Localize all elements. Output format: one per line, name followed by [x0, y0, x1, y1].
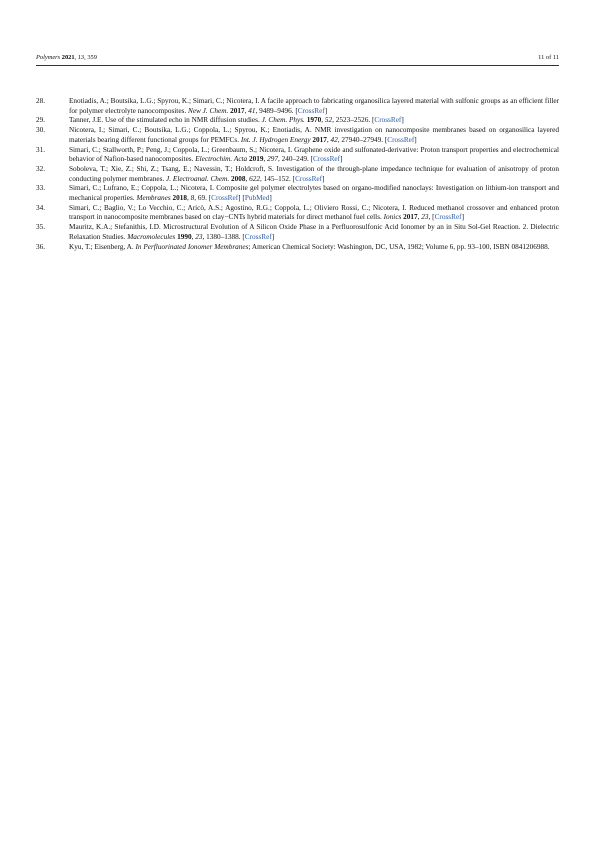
reference-journal: J. Chem. Phys. [261, 116, 305, 125]
reference-item: 34. Simari, C.; Baglio, V.; Lo Vecchio, C.; Aricò, A.S.; Agostino, R.G.; Coppola, L.; Oliviero Rossi, C.; Nicotera, I. Reduced methanol crossover and enhanced proton transport in nanocomposite membranes based on clay−CNTs hybrid materials for direct methanol fuel cells. Ionics 2017, 23, [CrossRef] [36, 203, 560, 222]
reference-number: 28. [36, 97, 46, 105]
reference-volume: 42 [330, 135, 338, 144]
reference-authors: Simari, C.; Baglio, V.; Lo Vecchio, C.; Aricò, A.S.; Agostino, R.G.; Coppola, L.; Oliviero Rossi, C.; Nicotera, I. [69, 203, 407, 212]
reference-link-crossref[interactable]: CrossRef [387, 135, 415, 144]
reference-list [36, 97, 559, 252]
reference-pages: 2523–2526. [335, 116, 371, 125]
reference-item: 31. Simari, C.; Stallworth, P.; Peng, J.; Coppola, L.; Greenbaum, S.; Nicotera, I. Graphene oxide and sulfonated-derivative: Proton transport properties and electrochemical behavior of Nafion-based nanocomposites. Electrochim. Acta 2019, 297, 240–249. [CrossRef] [36, 145, 559, 164]
reference-title: Use of the stimulated echo in NMR diffusion studies. [105, 116, 260, 125]
header-rule [36, 65, 559, 66]
reference-title: Reduced methanol crossover and enhanced proton transport in nanocomposite membranes based on clay−CNTs hybrid materials for direct methanol fuel cells. [69, 203, 560, 222]
reference-volume: 8 [190, 194, 195, 203]
reference-year: 1990 [177, 232, 192, 241]
reference-authors: Simari, C.; Stallworth, P.; Peng, J.; Coppola, L.; Greenbaum, S.; Nicotera, I. [69, 145, 293, 154]
reference-link-crossref[interactable]: CrossRef [374, 116, 402, 125]
reference-year: 2017 [312, 135, 327, 144]
reference-pages: 69. [197, 194, 207, 203]
reference-item: 29. Tanner, J.E. Use of the stimulated echo in NMR diffusion studies. J. Chem. Phys. 1970, 52, 2523–2526. [CrossRef] [36, 116, 404, 125]
reference-year: 2018 [172, 194, 187, 203]
reference-pages: 9489–9496. [259, 106, 294, 115]
reference-pages: 240–249. [281, 155, 309, 164]
reference-authors: Nicotera, I.; Simari, C.; Boutsika, L.G.; Coppola, L.; Spyrou, K.; Enotiadis, A. [69, 126, 312, 135]
reference-volume: 297 [267, 155, 278, 164]
reference-item: 32. Soboleva, T.; Xie, Z.; Shi, Z.; Tsang, E.; Navessin, T.; Holdcroft, S. Investigation of the through-plane impedance technique for evaluation of anisotropy of proton conducting polymer membranes. J. Electroanal. Chem. 2008, 622, 145–152. [CrossRef] [36, 164, 560, 183]
reference-journal: Ionics [383, 213, 402, 222]
reference-authors: Kyu, T.; Eisenberg, A. [69, 242, 134, 251]
reference-number: 32. [36, 164, 46, 173]
reference-link-crossref[interactable]: CrossRef [434, 213, 462, 222]
reference-journal: Int. J. Hydrogen Energy [240, 135, 311, 144]
reference-number: 35. [36, 223, 46, 232]
reference-item: 33. Simari, C.; Lufrano, E.; Coppola, L.; Nicotera, I. Composite gel polymer electrolytes based on organo-modified nanoclays: Investigation on lithium-ion transport and mechanical properties. Membranes 2018, 8, 69. [CrossRef] [PubMed] [36, 184, 560, 203]
reference-title: Microstructural Evolution of A Silicon Oxide Phase in a Perfluorosulfonic Acid Ionomer by an in Situ Sol-Gel Reaction. 2. Dielectric Relaxation Studies. [69, 223, 560, 241]
running-head: Polymers 2021, 13, 359 [36, 54, 97, 61]
reference-pages: 145–152. [263, 174, 291, 183]
reference-volume: 23 [195, 232, 203, 241]
reference-item [36, 243, 559, 253]
reference-authors: Simari, C.; Lufrano, E.; Coppola, L.; Nicotera, I. [69, 184, 214, 193]
reference-title: Composite gel polymer electrolytes based on organo-modified nanoclays: Investigation on lithium-ion transport and mechanical properties. [69, 184, 560, 203]
reference-volume: 23 [421, 213, 429, 222]
reference-volume: 622 [249, 174, 261, 183]
reference-publisher: ; American Chemical Society: Washington, DC, USA, 1982; Volume 6, pp. 93–100, ISBN 0841206988. [248, 242, 550, 251]
reference-year: 1970 [306, 116, 322, 125]
reference-pages: 1380–1388. [206, 232, 241, 241]
reference-year: 2008 [231, 174, 246, 183]
reference-link-crossref[interactable]: CrossRef [313, 155, 341, 164]
reference-title: A facile approach to fabricating organosilica layered material with sulfonic groups as an efficient filler for polymer electrolyte nanocomposites. [69, 97, 559, 115]
article-number: 359 [87, 54, 97, 61]
reference-item: 30. Nicotera, I.; Simari, C.; Boutsika, L.G.; Coppola, L.; Spyrou, K.; Enotiadis, A. NMR investigation on nanocomposite membranes based on organosilica layered materials bearing different functional groups for PEMFCs. Int. J. Hydrogen Energy 2017, 42, 27940–27949. [CrossRef] [36, 126, 559, 144]
reference-journal: In Perfluorinated Ionomer Membranes [135, 242, 249, 251]
reference-authors: Mauritz, K.A.; Stefanithis, I.D. [69, 223, 161, 232]
reference-number: 33. [36, 184, 46, 193]
reference-number: 34. [36, 203, 46, 212]
reference-title: NMR investigation on nanocomposite membranes based on organosilica layered materials bearing different functional groups for PEMFCs. [69, 126, 559, 144]
journal-volume: 13 [77, 54, 85, 61]
reference-journal: Membranes [136, 194, 171, 203]
reference-item: 28. Enotiadis, A.; Boutsika, L.G.; Spyrou, K.; Simari, C.; Nicotera, I. A facile approach to fabricating organosilica layered material with sulfonic groups as an efficient filler for polymer electrolyte nanocomposites. New J. Chem. 2017, 41, 9489–9496. [CrossRef] [36, 97, 559, 115]
reference-volume: 41 [248, 106, 256, 115]
page-header [36, 53, 559, 63]
reference-link-pubmed[interactable]: PubMed [244, 194, 270, 203]
page-number: 11 of 11 [538, 54, 559, 61]
reference-journal: New J. Chem. [187, 106, 229, 115]
reference-authors: Tanner, J.E. [69, 116, 104, 125]
reference-volume: 52 [324, 116, 333, 125]
reference-link-crossref[interactable]: CrossRef [295, 174, 323, 183]
reference-number: 29. [36, 116, 46, 125]
reference-link-crossref[interactable]: CrossRef [211, 194, 239, 203]
reference-year: 2017 [230, 106, 245, 115]
reference-authors: Enotiadis, A.; Boutsika, L.G.; Spyrou, K.; Simari, C.; Nicotera, I. [69, 97, 260, 105]
reference-title: Investigation of the through-plane impedance technique for evaluation of anisotropy of proton conducting polymer membranes. [69, 164, 560, 183]
reference-number: 30. [36, 126, 46, 135]
reference-journal: J. Electroanal. Chem. [166, 174, 230, 183]
reference-year: 2019 [249, 155, 264, 164]
reference-year: 2017 [403, 213, 418, 222]
reference-number: 31. [36, 145, 46, 154]
reference-link-crossref[interactable]: CrossRef [244, 232, 272, 241]
journal-name: Polymers [36, 54, 61, 61]
reference-pages: 27940–27949. [341, 135, 384, 144]
reference-number: 36. [36, 242, 46, 251]
reference-journal: Macromolecules [127, 232, 176, 241]
reference-authors: Soboleva, T.; Xie, Z.; Shi, Z.; Tsang, E.; Navessin, T.; Holdcroft, S. [69, 164, 274, 173]
reference-link-crossref[interactable]: CrossRef [297, 106, 325, 115]
reference-item: 35. Mauritz, K.A.; Stefanithis, I.D. Microstructural Evolution of A Silicon Oxide Phase in a Perfluorosulfonic Acid Ionomer by an in Situ Sol-Gel Reaction. 2. Dielectric Relaxation Studies. Macromolecules 1990, 23, 1380–1388. [CrossRef] [36, 223, 560, 241]
reference-journal: Electrochim. Acta [195, 155, 248, 164]
journal-year: 2021 [61, 54, 75, 61]
reference-title: Graphene oxide and sulfonated-derivative: Proton transport properties and electrochemical behavior of Nafion-based nanocomposites. [69, 145, 559, 164]
